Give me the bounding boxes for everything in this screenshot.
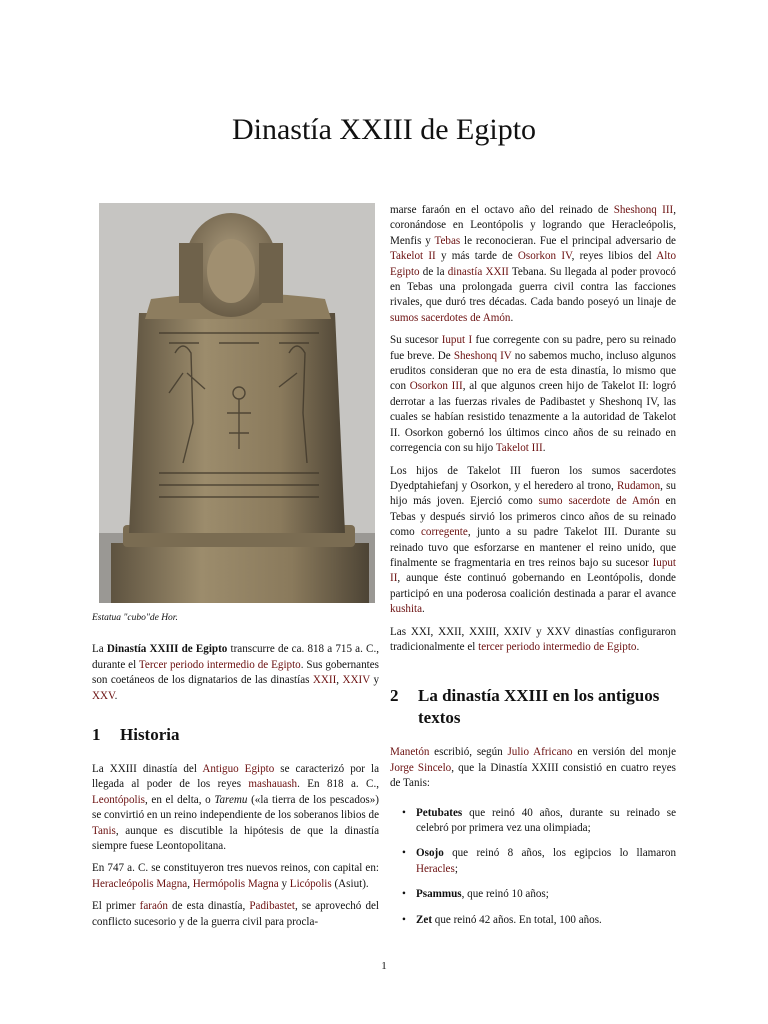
section-heading-historia: 1 Historia xyxy=(92,725,180,745)
link-sumos-sacerdotes[interactable]: sumos sacerdotes de Amón xyxy=(390,311,511,324)
link-rudamon[interactable]: Rudamon xyxy=(617,479,661,492)
link-faraon[interactable]: faraón xyxy=(139,900,168,913)
intro-paragraph: La Dinastía XXIII de Egipto transcurre de ca. 818 a 715 a. C., durante el Tercer periodo intermedio de Egipto. Sus gobernantes son coetáneos de los dignatarios de las dinastías XXII, XXIV y XXV. xyxy=(92,643,380,702)
section-heading-textos: 2 La dinastía XXIII en los antiguos textos xyxy=(390,686,660,728)
link-mashauash[interactable]: mashauash xyxy=(248,778,298,791)
link-tebas[interactable]: Tebas xyxy=(434,234,461,247)
link-kushita[interactable]: kushita xyxy=(390,603,423,616)
link-padibastet[interactable]: Padibastet xyxy=(249,900,295,913)
block-statue-illustration xyxy=(99,203,375,603)
left-column xyxy=(92,203,379,937)
link-hermopolis[interactable]: Hermópolis Magna xyxy=(192,877,279,890)
link-corregente[interactable]: corregente xyxy=(421,526,468,539)
historia-paragraph-7: Las XXI, XXII, XXIII, XXIV y XXV dinastías configuraron tradicionalmente el tercer periodo intermedio de Egipto. xyxy=(390,625,676,653)
link-alto-egipto[interactable]: Alto Egipto xyxy=(390,250,676,278)
link-licopolis[interactable]: Licópolis xyxy=(289,877,332,890)
link-xxiv[interactable]: XXIV xyxy=(342,674,371,687)
link-xxv[interactable]: XXV xyxy=(92,689,115,702)
list-item: • Zet que reinó 42 años. En total, 100 años. xyxy=(390,913,676,928)
kings-list xyxy=(390,806,676,928)
link-antiguo-egipto[interactable]: Antiguo Egipto xyxy=(202,763,275,776)
historia-paragraph-4: marse faraón en el octavo año del reinado de Sheshonq III, coronándose en Leontópolis y logrando que Heracleópolis, Menfis y Tebas le reconocieran. Fue el principal adversario de Takelot II y más tarde de Osorkon IV, reyes libios del Alto Egipto de la dinastía XXII Tebana. Su llegada al poder provocó en Tebas una prolongada guerra civil contra las facciones rivales, que duró tres décadas. Cada bando poseyó un linaje de sumos sacerdotes de Amón. xyxy=(390,204,676,324)
link-julio-africano[interactable]: Julio Africano xyxy=(507,746,573,759)
page-number: 1 xyxy=(381,960,387,972)
link-sheshonq-iii[interactable]: Sheshonq III xyxy=(613,204,674,216)
link-tercer-periodo-2[interactable]: tercer periodo intermedio de Egipto xyxy=(478,640,637,653)
historia-paragraph-1: La XXIII dinastía del Antiguo Egipto se caracterizó por la llegada al poder de los reyes mashauash. En 818 a. C., Leontópolis, en el delta, o Taremu («la tierra de los pescados») se convirtió en un reino independiente de los soberanos libios de Tanis, aunque es discutible la hipótesis de que la dinastía siempre fuese Leontopolitana. xyxy=(92,763,380,853)
list-item: • Petubates que reinó 40 años, durante su reinado se celebró por primera vez una olimpiada; xyxy=(390,806,676,837)
historia-paragraph-2: En 747 a. C. se constituyeron tres nuevos reinos, con capital en: Heracleópolis Magna, Hermópolis Magna y Licópolis (Asiut). xyxy=(92,862,379,890)
link-xxii[interactable]: XXII xyxy=(312,674,337,687)
link-heracles[interactable]: Heracles xyxy=(416,862,455,875)
textos-paragraph: Manetón escribió, según Julio Africano en versión del monje Jorge Sincelo, que la Dinastía XXIII consistió en cuatro reyes de Tanis: xyxy=(390,746,676,790)
link-osorkon-iv[interactable]: Osorkon IV xyxy=(517,250,572,263)
list-item: • Psammus, que reinó 10 años; xyxy=(390,887,676,902)
right-column xyxy=(390,203,676,938)
historia-paragraph-6: Los hijos de Takelot III fueron los sumos sacerdotes Dyedptahiefanj y Osorkon, y el heredero al trono, Rudamon, su hijo más joven. Ejerció como sumo sacerdote de Amón en Tebas y después sirvió los primeros cinco años de su reinado como corregente, junto a su padre Takelot III. Durante su reinado tuvo que esforzarse en mantener el reino unido, que finalmente se fragmentaria en tres reinos bajo su sucesor Iuput II, aunque éste continuó gobernando en Leontópolis, donde participó en una poderosa coalición destinada a parar el avance kushita. xyxy=(390,464,676,616)
link-heracleopolis[interactable]: Heracleópolis Magna xyxy=(92,877,188,890)
link-maneton[interactable]: Manetón xyxy=(390,746,430,759)
link-tercer-periodo[interactable]: Tercer periodo intermedio de Egipto xyxy=(138,658,301,671)
historia-paragraph-3: El primer faraón de esta dinastía, Padibastet, se aprovechó del conflicto sucesorio y de la guerra civil para procla- xyxy=(92,900,379,928)
figure-caption: Estatua "cubo"de Hor. xyxy=(92,613,178,623)
link-takelot-iii[interactable]: Takelot III xyxy=(495,442,543,455)
link-iuput-i[interactable]: Iuput I xyxy=(441,334,473,347)
list-item: • Osojo que reinó 8 años, los egipcios lo llamaron Heracles; xyxy=(390,846,676,877)
link-tanis[interactable]: Tanis xyxy=(92,824,116,837)
link-sumo-sacerdote[interactable]: sumo sacerdote de Amón xyxy=(538,495,660,508)
link-iuput-ii[interactable]: Iuput II xyxy=(390,556,676,585)
page-title: Dinastía XXIII de Egipto xyxy=(231,113,537,146)
link-takelot-ii[interactable]: Takelot II xyxy=(390,250,436,263)
link-leontopolis[interactable]: Leontópolis xyxy=(92,793,145,806)
historia-paragraph-5: Su sucesor Iuput I fue corregente con su padre, pero su reinado fue breve. De Sheshonq IV no sabemos mucho, incluso algunos eruditos consideran que no era de esta dinastía, lo mismo que con Osorkon III, al que algunos creen hijo de Takelot II: logró derrotar a las fuerzas rivales de Padibastet y Sheshonq IV, las cuales se habían resistido tenazmente a la autoridad de Takelot II. Osorkon gobernó los últimos cinco años de su reinado en corregencia con su hijo Takelot III. xyxy=(390,334,677,455)
link-jorge-sincelo[interactable]: Jorge Sincelo xyxy=(390,761,452,774)
link-osorkon-iii[interactable]: Osorkon III xyxy=(409,380,463,393)
link-sheshonq-iv[interactable]: Sheshonq IV xyxy=(453,349,512,362)
link-dinastia-xxii[interactable]: dinastía XXII xyxy=(447,265,509,278)
statue-image xyxy=(99,203,375,603)
